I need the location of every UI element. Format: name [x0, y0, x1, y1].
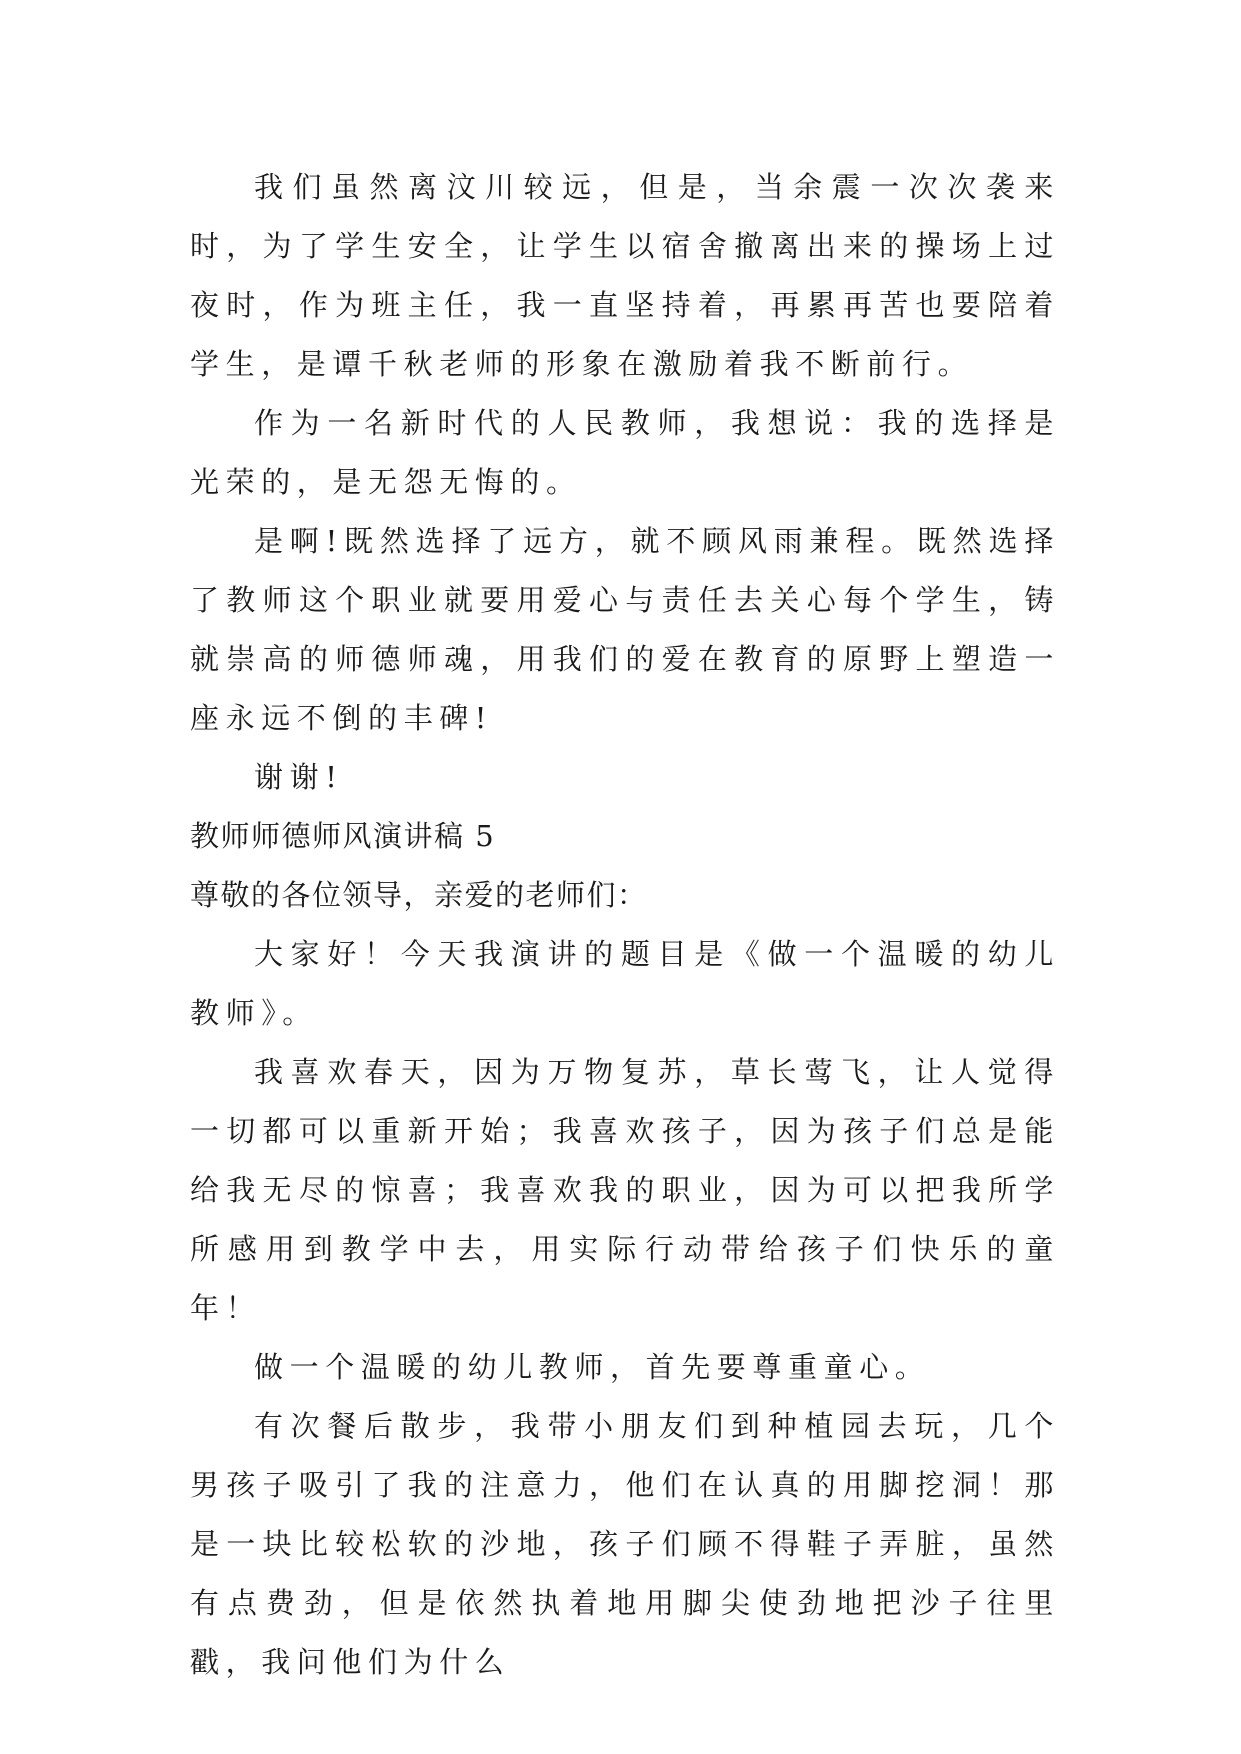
body-paragraph-1: 大家好！今天我演讲的题目是《做一个温暖的幼儿教师》。 — [190, 937, 1060, 1030]
salutation: 尊敬的各位领导，亲爱的老师们： — [190, 878, 648, 912]
body-paragraph-2: 我喜欢春天，因为万物复苏，草长莺飞，让人觉得一切都可以重新开始；我喜欢孩子，因为孩子们总是能给我无尽的惊喜；我喜欢我的职业，因为可以把我所学所感用到教学中去，用实际行动带给孩子们快乐的童年！ — [190, 1055, 1060, 1325]
document-page — [190, 158, 1060, 1692]
paragraph-thanks: 谢谢! — [254, 760, 344, 794]
paragraph-3: 是啊!既然选择了远方，就不顾风雨兼程。既然选择了教师这个职业就要用爱心与责任去关心每个学生，铸就崇高的师德师魂，用我们的爱在教育的原野上塑造一座永远不倒的丰碑! — [190, 524, 1060, 735]
body-paragraph-3: 做一个温暖的幼儿教师，首先要尊重童心。 — [254, 1350, 931, 1384]
paragraph-2: 作为一名新时代的人民教师，我想说：我的选择是光荣的，是无怨无悔的。 — [190, 406, 1060, 499]
paragraph-1: 我们虽然离汶川较远，但是，当余震一次次袭来时，为了学生安全，让学生以宿舍撤离出来的操场上过夜时，作为班主任，我一直坚持着，再累再苦也要陪着学生，是谭千秋老师的形象在激励着我不断前行。 — [190, 170, 1060, 381]
section-title: 教师师德师风演讲稿 5 — [190, 819, 496, 853]
body-paragraph-4: 有次餐后散步，我带小朋友们到种植园去玩，几个男孩子吸引了我的注意力，他们在认真的用脚挖洞！那是一块比较松软的沙地，孩子们顾不得鞋子弄脏，虽然有点费劲，但是依然执着地用脚尖使劲地把沙子往里戳，我问他们为什么 — [190, 1409, 1060, 1679]
